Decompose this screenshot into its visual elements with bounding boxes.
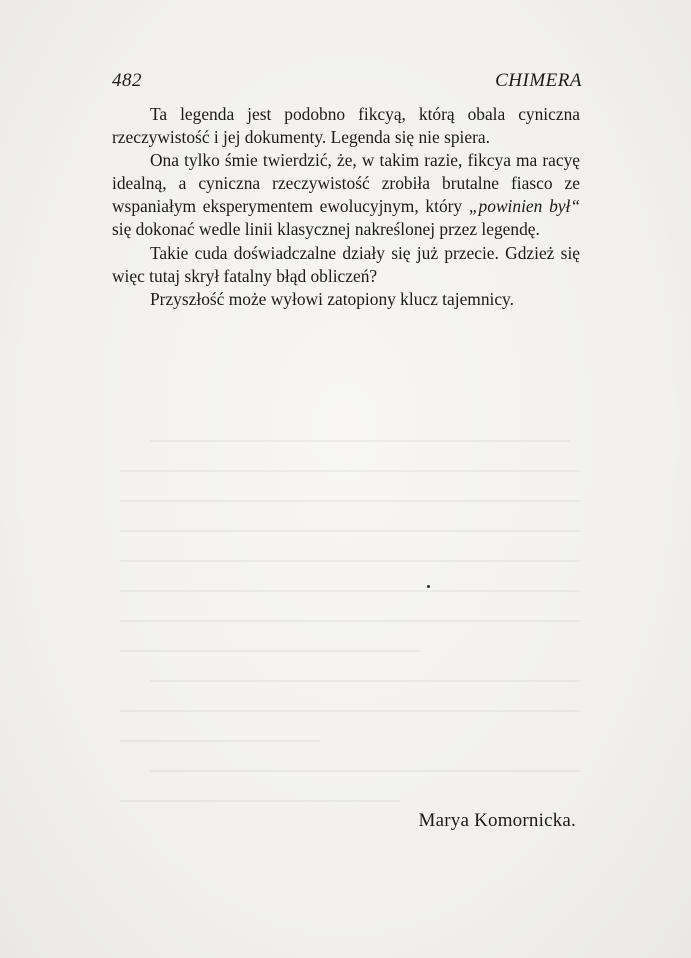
running-head [112, 70, 582, 94]
paragraph-1: Ta legenda jest podobno fikcyą, którą obala cyniczna rzeczywistość i jej dokumenty. Legenda się nie spiera. [112, 104, 580, 148]
page-number: 482 [112, 70, 142, 91]
paragraph-3: Takie cuda doświadczalne działy się już przecie. Gdzież się więc tutaj skrył fatalny błąd obliczeń? [112, 242, 580, 286]
body-text [112, 103, 580, 311]
ink-dot [427, 585, 430, 588]
paragraph-2-italic-phrase: „powinien był“ [468, 196, 580, 217]
paragraph-2-text-after: się dokonać wedle linii klasycznej nakreślonej przez legendę. [112, 219, 540, 240]
paragraph-2 [112, 149, 580, 241]
journal-title: CHIMERA [495, 70, 582, 91]
paragraph-4: Przyszłość może wyłowi zatopiony klucz tajemnicy. [150, 288, 514, 309]
author-signature: Marya Komornicka. [418, 810, 576, 831]
paragraph-2-text-before: Ona tylko śmie twierdzić, że, w takim razie, fikcya ma racyę idealną, a cyniczna rzeczywistość zrobiła brutalne fiasco ze wspaniałym eksperymentem ewolucyjnym, który [112, 150, 580, 217]
